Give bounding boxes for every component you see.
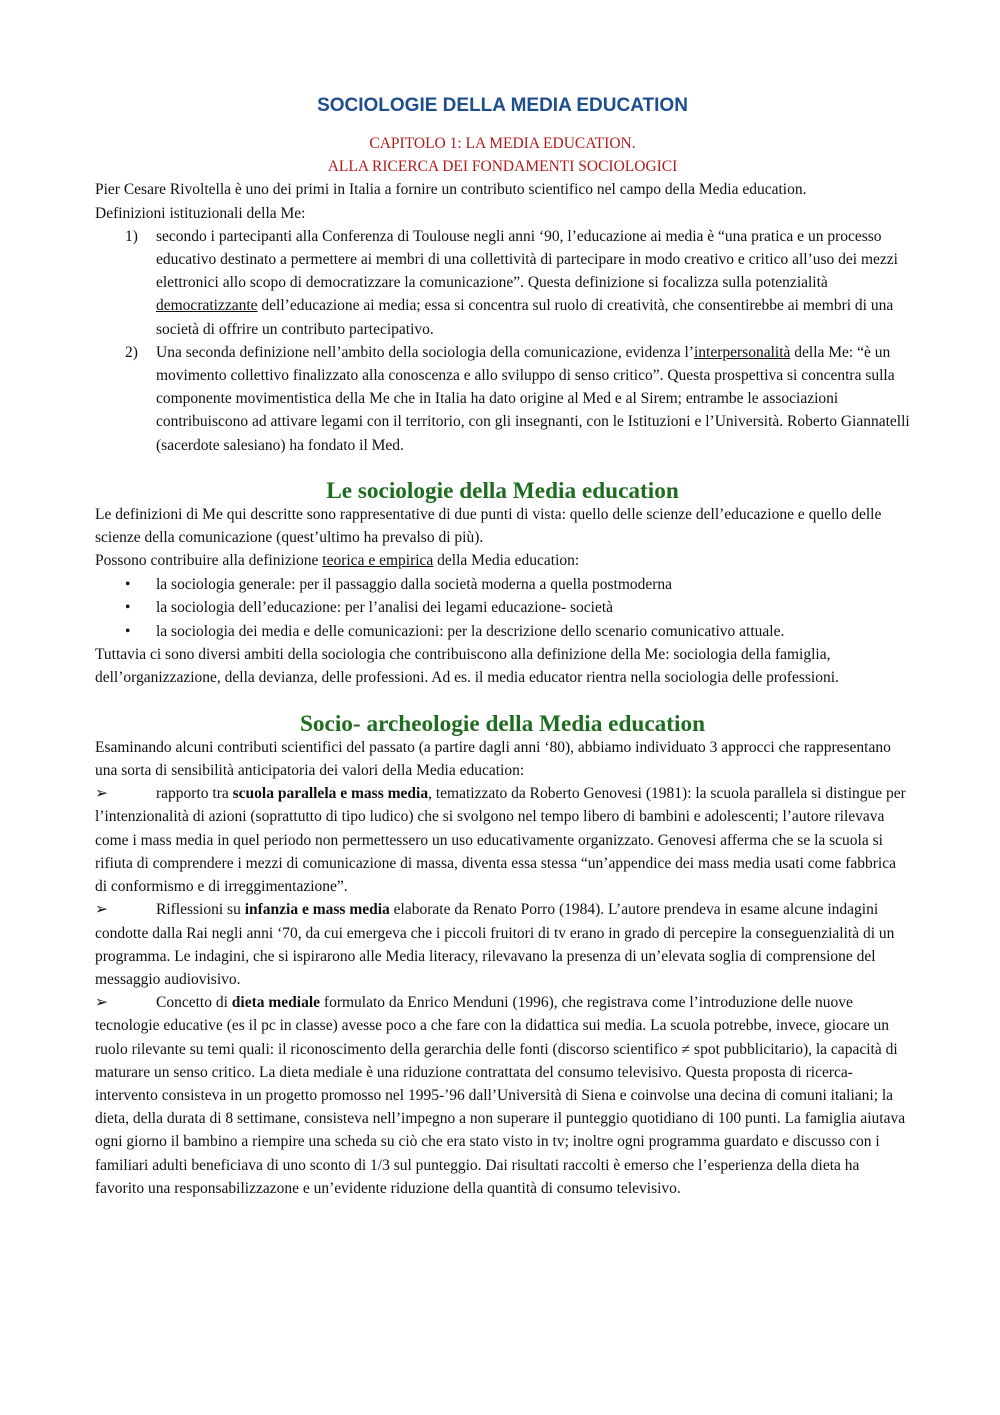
bullet-text: la sociologia dell’educazione: per l’analisi dei legami educazione- società	[156, 599, 614, 617]
bullet-icon: •	[125, 575, 131, 593]
arrow-item: ➢ rapporto tra scuola parallela e mass media, tematizzato da Roberto Genovesi (1981): la scuola parallela si distingue per l’intenzionalità di azioni (soprattutto di tipo ludico) che si svolgono nel tempo libero di bambini e adolescenti; l’autore rilevava come i mass media in quel periodo non permettessero un uso educativamente organizzato. Genovesi afferma che se la scuola si rifiuta di comprendere i mezzi di comunicazione di massa, diventa essa stessa “un’appendice dei mass media usati come fabbrica di conformismo e di irreggimentazione”.	[95, 782, 910, 898]
numbered-item	[95, 225, 910, 341]
section-paragraph: Le definizioni di Me qui descritte sono rappresentative di due punti di vista: quello delle scienze dell’educazione e quello delle scienze della comunicazione (quest’ultimo ha prevalso di più).	[95, 506, 882, 547]
bullet-text: la sociologia dei media e delle comunicazioni: per la descrizione dello scenario comunicativo attuale.	[156, 623, 785, 641]
item-number: 2)	[125, 343, 138, 361]
arrow-item: ➢ Riflessioni su infanzia e mass media elaborate da Renato Porro (1984). L’autore prendeva in esame alcune indagini condotte dalla Rai negli anni ‘70, da cui emergeva che i piccoli fruitori di tv erano in grado di percepire la conseguenzialità di un programma. Le indagini, che si ispirarono alle Media literacy, rilevavano la presenza di un’elevata soglia di comprensione del messaggio audiovisivo.	[95, 898, 910, 991]
arrow-item: ➢ Concetto di dieta mediale formulato da Enrico Menduni (1996), che registrava come l’introduzione delle nuove tecnologie educative (es il pc in classe) avesse poco a che fare con la didattica sui media. La scuola potrebbe, invece, giocare un ruolo rilevante su temi quali: il riconoscimento della gerarchia delle fonti (discorso scientifico ≠ spot pubblicitario), la capacità di maturare un senso critico. La dieta mediale è una riduzione contrattata del consumo televisivo. Questa proposta di ricerca- intervento consisteva in un progetto promosso nel 1995-’96 dall’Università di Siena e coinvolse una decina di comuni italiani; la dieta, della durata di 8 settimane, consisteva nell’impegno a non superare il punteggio quotidiano di 100 punti. La famiglia aiutava ogni giorno il bambino a riempire una scheda su ciò che era stato visto in tv; inoltre ogni programma guardato e discusso con i familiari adulti beneficiava di uno sconto di 1/3 sul punteggio. Dai risultati raccolti è emerso che l’esperienza della dieta ha favorito una responsabilizzazone e un’evidente riduzione della quantità di consumo televisivo.	[95, 991, 910, 1200]
numbered-item	[95, 341, 910, 457]
bold-term: scuola parallela e mass media	[232, 785, 429, 803]
underlined-term: interpersonalità	[693, 343, 791, 361]
bullet-icon: •	[125, 623, 131, 641]
document-title: SOCIOLOGIE DELLA MEDIA EDUCATION	[317, 95, 688, 116]
definitions-lead: Definizioni istituzionali della Me:	[95, 204, 306, 222]
bullet-item	[95, 573, 910, 596]
arrow-bullet-icon: ➢	[95, 994, 108, 1012]
bullet-item	[95, 596, 910, 619]
item-number: 1)	[125, 227, 138, 245]
item-text: secondo i partecipanti alla Conferenza di Toulouse negli anni ‘90, l’educazione ai media è “una pratica e un processo educativo destinato a permettere ai membri di una collettività di partecipare in modo creativo e critico all’uso dei mezzi elettronici allo scopo di democratizzare la comunicazione”. Questa definizione si focalizza sulla potenzialità democratizzante dell’educazione ai media; essa si concentra sul ruolo di creatività, che consentirebbe ai membri di una società di offrire un contributo partecipativo.	[156, 227, 898, 338]
document-page	[95, 92, 910, 1200]
item-text: Una seconda definizione nell’ambito della sociologia della comunicazione, evidenza l’interpersonalità della Me: “è un movimento collettivo finalizzato alla conoscenza e allo sviluppo di senso critico”. Questa prospettiva si concentra sulla componente movimentistica della Me che in Italia ha dato origine al Med e al Sirem; entrambe le associazioni contribuiscono ad attivare legami con il territorio, con gli insegnanti, con le Istituzioni e l’Università. Roberto Giannatelli (sacerdote salesiano) ha fondato il Med.	[156, 343, 910, 454]
section-paragraph: Esaminando alcuni contributi scientifici del passato (a partire dagli anni ‘80), abbiamo individuato 3 approcci che rappresentano una sorta di sensibilità anticipatoria dei valori della Media education:	[95, 738, 891, 780]
arrow-bullet-icon: ➢	[95, 901, 108, 919]
bold-term: infanzia e mass media	[244, 901, 390, 919]
underlined-term: democratizzante	[156, 297, 258, 315]
chapter-title-line2: ALLA RICERCA DEI FONDAMENTI SOCIOLOGICI	[327, 158, 678, 176]
bold-term: dieta mediale	[231, 994, 321, 1012]
section-paragraph: Tuttavia ci sono diversi ambiti della sociologia che contribuiscono alla definizione della Me: sociologia della famiglia, dell’organizzazione, della devianza, delle professioni. Ad es. il media educator rientra nella sociologia delle professioni.	[95, 646, 839, 687]
section-heading: Le sociologie della Media education	[326, 477, 679, 504]
section-paragraph: Possono contribuire alla definizione teorica e empirica della Media education:	[95, 552, 580, 570]
bullet-icon: •	[125, 599, 131, 617]
intro-paragraph: Pier Cesare Rivoltella è uno dei primi in Italia a fornire un contributo scientifico nel campo della Media education.	[95, 181, 807, 199]
chapter-title-line1: CAPITOLO 1: LA MEDIA EDUCATION.	[369, 135, 636, 152]
bullet-text: la sociologia generale: per il passaggio dalla società moderna a quella postmoderna	[156, 575, 673, 593]
underlined-term: teorica e empirica	[322, 552, 434, 570]
bullet-item	[95, 620, 910, 643]
arrow-bullet-icon: ➢	[95, 785, 108, 803]
section-heading: Socio- archeologie della Media education	[299, 710, 706, 737]
